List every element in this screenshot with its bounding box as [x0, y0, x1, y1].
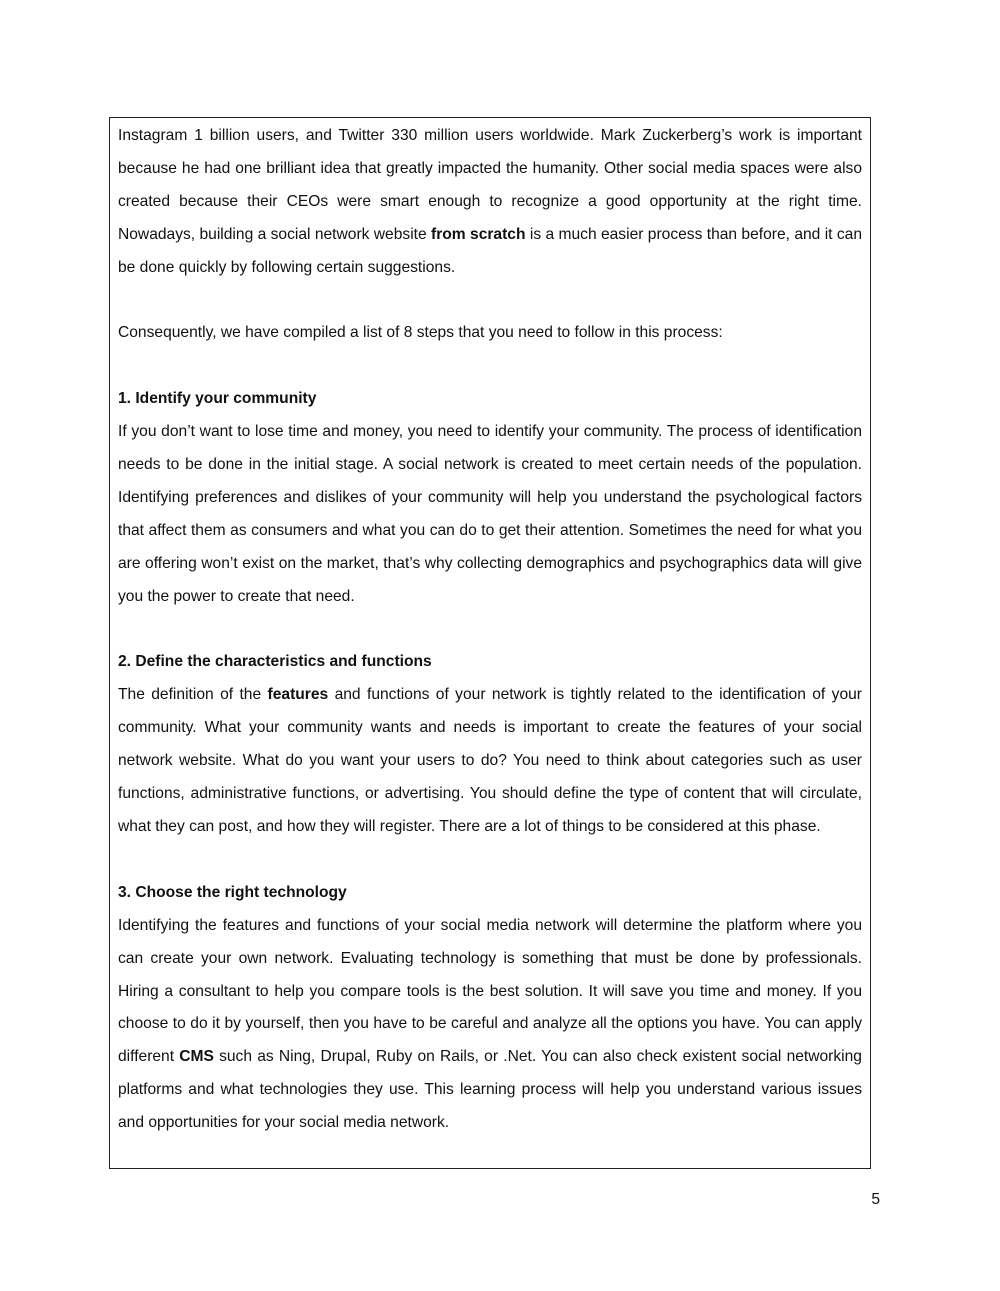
- intro-emphasis: from scratch: [431, 225, 526, 243]
- spacer: [118, 350, 862, 383]
- section3-text-end: such as Ning, Drupal, Ruby on Rails, or .Net. You can also check existent social networking platforms and what technologies they use. This learning process will help you understand various issues and opportunities for your social media network.: [118, 1048, 862, 1132]
- intro-text-end: is a much easier process than before, and it can be done quickly by following certain suggestions.: [118, 225, 862, 276]
- section3-text-start: Identifying the features and functions of your social media network will determine the platform where you can create your own network. Evaluating technology is something that must be done by professionals. Hiring a consultant to help you compare tools is the best solution. It will save you time and money. If you choose to do it by yourself, then you have to be careful and analyze all the options you have. You can apply different: [118, 916, 862, 1066]
- content-frame: [109, 117, 871, 1169]
- section-body-identify-community: If you don’t want to lose time and money, you need to identify your community. The process of identification needs to be done in the initial stage. A social network is created to meet certain needs of the population. Identifying preferences and dislikes of your community will help you understand the psychological factors that affect them as consumers and what you can do to get their attention. Sometimes the need for what you are offering won’t exist on the market, that’s why collecting demographics and psychographics data will give you the power to create that need.: [118, 423, 862, 605]
- section-heading-identify-community: 1. Identify your community: [118, 390, 317, 408]
- section-body-define-characteristics: [118, 679, 862, 844]
- spacer: [118, 285, 862, 318]
- spacer: [118, 614, 862, 647]
- intro-text-start: Instagram 1 billion users, and Twitter 330 million users worldwide. Mark Zuckerberg’s work is important because he had one brilliant idea that greatly impacted the humanity. Other social media spaces were also created because their CEOs were smart enough to recognize a good opportunity at the right time. Nowadays, building a social network website: [118, 127, 862, 243]
- section-body-choose-technology: [118, 910, 862, 1140]
- section2-emphasis: features: [267, 686, 329, 704]
- section2-text-end: and functions of your network is tightly related to the identification of your community. What your community wants and needs is important to create the features of your social network website. What do you want your users to do? You need to think about categories such as user functions, administrative functions, or advertising. You should define the type of content that will circulate, what they can post, and how they will register. There are a lot of things to be considered at this phase.: [118, 686, 862, 835]
- section2-text-start: The definition of the: [118, 686, 268, 704]
- page-number: 5: [871, 1191, 880, 1208]
- section-heading-define-characteristics: 2. Define the characteristics and functions: [118, 653, 432, 671]
- section3-emphasis: CMS: [179, 1048, 214, 1066]
- section-heading-choose-technology: 3. Choose the right technology: [118, 883, 347, 901]
- steps-lead-paragraph: Consequently, we have compiled a list of 8 steps that you need to follow in this process:: [118, 324, 723, 342]
- spacer: [118, 844, 862, 877]
- intro-paragraph: [118, 120, 862, 285]
